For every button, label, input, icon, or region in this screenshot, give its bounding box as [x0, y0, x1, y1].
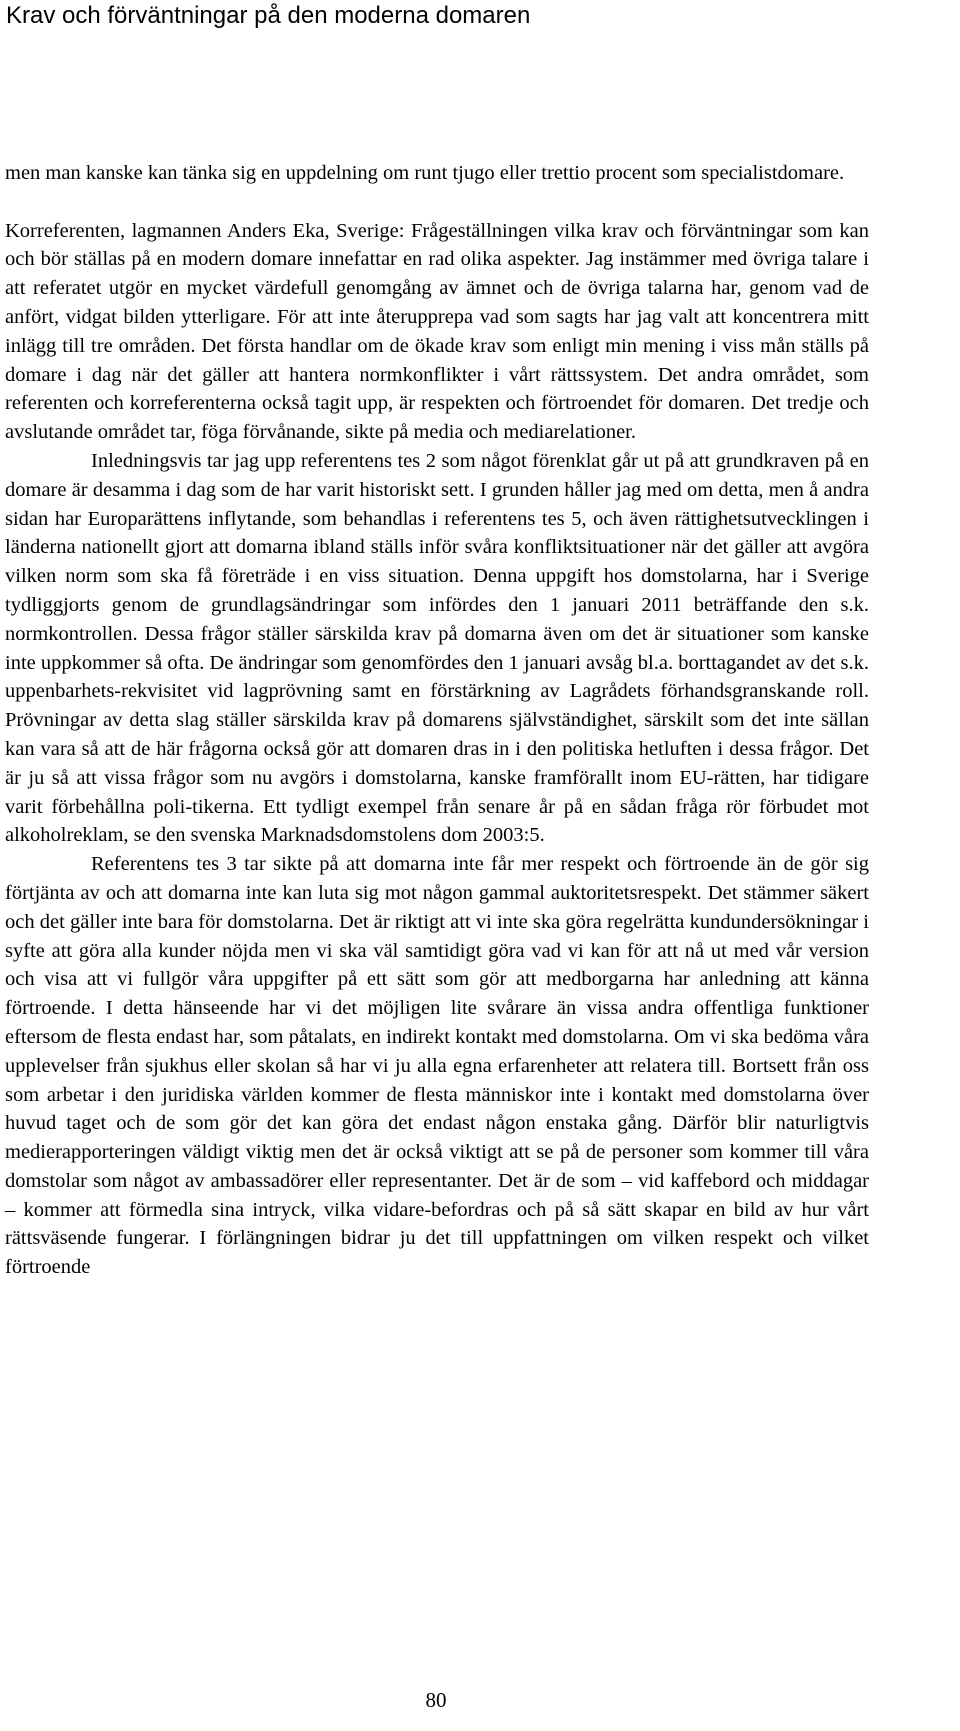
paragraph-2: Korreferenten, lagmannen Anders Eka, Sverige: Frågeställningen vilka krav och förväntningar som kan och bör ställas på en modern domare innefattar en rad olika aspekter. Jag instämmer med övriga talare i att referatet utgör en mycket värdefull genomgång av ämnet och de övriga talarna har, genom vad de anfört, vidgat bilden ytterligare. För att inte återupprepa vad som sagts har jag valt att koncentrera mitt inlägg till tre områden. Det första handlar om de ökade krav som enligt min mening i viss mån ställs på domare i dag när det gäller att hantera normkonflikter i vårt rättssystem. Det andra området, som referenten och korreferenterna också tagit upp, är respekten och förtroendet för domaren. Det tredje och avslutande området tar, föga förvånande, sikte på media och mediarelationer.	[5, 219, 869, 444]
paragraph-1: men man kanske kan tänka sig en uppdelning om runt tjugo eller trettio procent som specialistdomare.	[5, 162, 845, 184]
running-header: Krav och förväntningar på den moderna domaren	[6, 2, 531, 29]
paragraph-4: Referentens tes 3 tar sikte på att domarna inte får mer respekt och förtroende än de gör sig förtjänta av och att domarna inte kan luta sig mot någon gammal auktoritetsrespekt. Det stämmer säkert och det gäller inte bara för domstolarna. Det är riktigt att vi inte ska göra regelrätta kundundersökningar i syfte att göra alla kunder nöjda men vi ska väl samtidigt göra vad vi kan för att nå ut med vår version och visa att vi fullgör våra uppgifter på ett sätt som gör att medborgarna har anledning att känna förtroende. I detta hänseende har vi det möjligen lite svårare än vissa andra offentliga funktioner eftersom de flesta endast har, som påtalats, en indirekt kontakt med domstolarna. Om vi ska bedöma våra upplevelser från sjukhus eller skolan så har vi ju alla egna erfarenheter att relatera till. Bortsett från oss som arbetar i den juridiska världen kommer de flesta människor inte i kontakt med domstolarna över huvud taget och de som gör det kan göra det endast någon enstaka gång. Därför blir naturligtvis medierapporteringen väldigt viktig men det är också viktigt att se på de personer som kommer till våra domstolar som något av ambassadörer eller representanter. Det är de som – vid kaffebord och middagar – kommer att förmedla sina intryck, vilka vidare-befordras och på så sätt skapar en bild av hur vårt rättsväsende fungerar. I förlängningen bidrar ju det till uppfattningen om vilken respekt och vilket förtroende	[5, 853, 869, 1279]
page-number: 80	[425, 1688, 447, 1712]
paragraph-3: Inledningsvis tar jag upp referentens tes 2 som något förenklat går ut på att grundkraven på en domare är desamma i dag som de har varit historiskt sett. I grunden håller jag med om detta, men å andra sidan har Europarättens inflytande, som behandlas i referentens tes 5, och även rättighetsutvecklingen i länderna nationellt gjort att domarna ibland ställs inför svåra konfliktsituationer när det gäller att avgöra vilken norm som ska få företräde i en viss situation. Denna uppgift hos domstolarna, har i Sverige tydliggjorts genom de grundlagsändringar som infördes den 1 januari 2011 beträffande den s.k. normkontrollen. Dessa frågor ställer särskilda krav på domarna även om det är situationer som kanske inte uppkommer så ofta. De ändringar som genomfördes den 1 januari avsåg bl.a. borttagandet av det s.k. uppenbarhets-rekvisitet vid lagprövning samt en förstärkning av Lagrådets förhandsgranskande roll. Prövningar av detta slag ställer särskilda krav på domarens självständighet, särskilt som det inte sällan kan vara så att de här frågorna också gör att domaren dras in i den politiska hetluften i dessa frågor. Det är ju så att vissa frågor som nu avgörs i domstolarna, kanske framförallt inom EU-rätten, har tidigare varit förbehållna poli-tikerna. Ett tydligt exempel från senare år på en sådan fråga rör förbudet mot alkoholreklam, se den svenska Marknadsdomstolens dom 2003:5.	[5, 449, 869, 847]
document-body	[5, 159, 869, 1282]
